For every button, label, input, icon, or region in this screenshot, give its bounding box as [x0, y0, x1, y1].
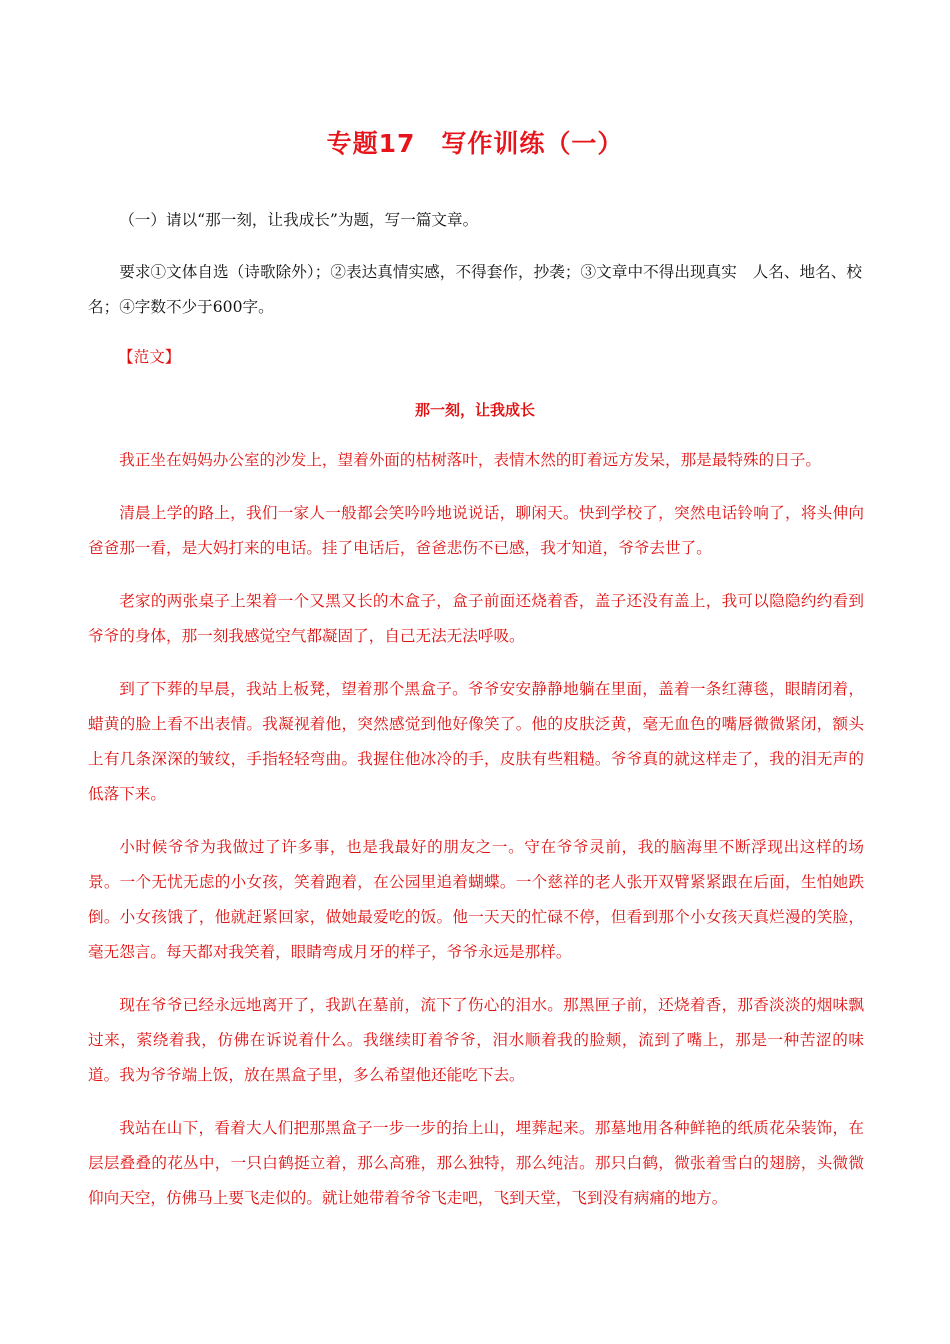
essay-paragraph: 小时候爷爷为我做过了许多事，也是我最好的朋友之一。守在爷爷灵前，我的脑海里不断浮现出这样的场景。一个无忧无虑的小女孩，笑着跑着，在公园里追着蝴蝶。一个慈祥的老人张开双臂紧紧跟在后面，生怕她跌倒。小女孩饿了，他就赶紧回家，做她最爱吃的饭。他一天天的忙碌不停，但看到那个小女孩天真烂漫的笑脸，毫无怨言。每天都对我笑着，眼睛弯成月牙的样子，爷爷永远是那样。 [88, 838, 864, 961]
sample-essay-label: 【范文】 [118, 348, 181, 366]
essay-paragraph: 到了下葬的早晨，我站上板凳，望着那个黑盒子。爷爷安安静静地躺在里面，盖着一条红薄毯，眼睛闭着，蜡黄的脸上看不出表情。我凝视着他，突然感觉到他好像笑了。他的皮肤泛黄，毫无血色的嘴唇微微紧闭，额头上有几条深深的皱纹，手指轻轻弯曲。我握住他冰冷的手，皮肤有些粗糙。爷爷真的就这样走了，我的泪无声的低落下来。 [88, 680, 864, 803]
essay-paragraph: 我正坐在妈妈办公室的沙发上，望着外面的枯树落叶，表情木然的盯着远方发呆，那是最特殊的日子。 [119, 451, 821, 469]
essay-paragraph: 清晨上学的路上，我们一家人一般都会笑吟吟地说说话，聊闲天。快到学校了，突然电话铃响了，将头伸向爸爸那一看，是大妈打来的电话。挂了电话后，爸爸悲伤不已感，我才知道，爷爷去世了。 [88, 504, 864, 557]
essay-paragraph: 现在爷爷已经永远地离开了，我趴在墓前，流下了伤心的泪水。那黑匣子前，还烧着香，那香淡淡的烟味飘过来，萦绕着我，仿佛在诉说着什么。我继续盯着爷爷，泪水顺着我的脸颊，流到了嘴上，那是一种苦涩的味道。我为爷爷端上饭，放在黑盒子里，多么希望他还能吃下去。 [88, 996, 864, 1084]
essay-paragraph: 我站在山下，看着大人们把那黑盒子一步一步的抬上山，埋葬起来。那墓地用各种鲜艳的纸质花朵装饰，在层层叠叠的花丛中，一只白鹤挺立着，那么高雅，那么独特，那么纯洁。那只白鹤，微张着雪白的翅膀，头微微仰向天空，仿佛马上要飞走似的。就让她带着爷爷飞走吧，飞到天堂，飞到没有病痛的地方。 [88, 1119, 864, 1207]
essay-paragraph: 老家的两张桌子上架着一个又黑又长的木盒子，盒子前面还烧着香，盖子还没有盖上，我可以隐隐约约看到爷爷的身体，那一刻我感觉空气都凝固了，自己无法无法呼吸。 [88, 592, 864, 645]
essay-body [88, 443, 864, 1234]
writing-requirements: 要求①文体自选（诗歌除外）；②表达真情实感，不得套作，抄袭；③文章中不得出现真实 人名、地名、校名；④字数不少于600字。 [88, 263, 862, 316]
page-title: 专题17 写作训练（一） [326, 129, 624, 158]
essay-title: 那一刻，让我成长 [414, 401, 535, 419]
writing-prompt: （一）请以“那一刻，让我成长”为题，写一篇文章。 [119, 211, 479, 229]
